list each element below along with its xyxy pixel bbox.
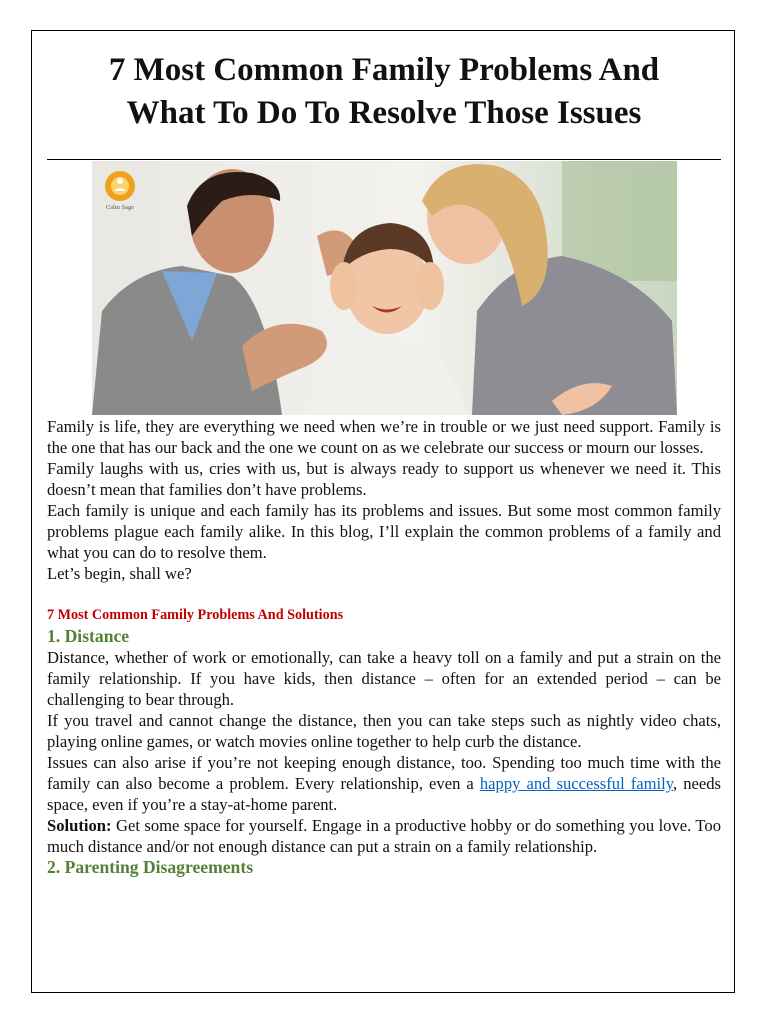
item-2-heading: 2. Parenting Disagreements [47,857,254,877]
solution-text: Get some space for yourself. Engage in a productive hobby or do something you love. Too much distance and/or not enough distance can put a strain on a family relationship. [47,816,721,856]
item-1-text-before-link: Issues can also arise if you’re not keeping enough distance, too. Spending too much time with the family can also become a problem. Every relationship, even a [47,753,721,793]
intro-paragraph-3: Each family is unique and each family has its problems and issues. But some most common family problems plague each family alike. In this blog, I’ll explain the common problems of a family and what you can do to resolve them. [47,501,721,562]
article-body [47,416,721,878]
title-line-1: 7 Most Common Family Problems And [108,52,660,88]
hero-image [92,161,677,415]
document-page [31,30,735,993]
item-1-paragraph-3 [47,752,721,815]
solution-label: Solution: [47,816,112,835]
item-1-text-after-link: , needs space, even if you’re a stay-at-home parent. [47,774,721,814]
item-1-heading: 1. Distance [47,626,130,646]
family-argument-photo [92,161,677,415]
document-title [47,49,721,135]
happy-family-link[interactable]: happy and successful family [479,774,673,793]
title-line-2: What To Do To Resolve Those Issues [126,95,642,131]
title-divider [47,159,721,160]
calm-sage-logo [105,171,135,211]
item-1-paragraph-2: If you travel and cannot change the distance, then you can take steps such as nightly video chats, playing online games, or watch movies online together to help curb the distance. [47,711,721,751]
solution-paragraph [47,815,721,857]
logo-text: Calm Sage [105,204,135,211]
item-1-paragraph-1: Distance, whether of work or emotionally, can take a heavy toll on a family and put a strain on the family relationship. If you have kids, then distance – often for an extended period – can be challenging to bear through. [47,648,721,709]
intro-paragraph-2: Family laughs with us, cries with us, but is always ready to support us whenever we need it. This doesn’t mean that families don’t have problems. [47,459,721,499]
section-heading: 7 Most Common Family Problems And Solutions [47,607,344,623]
intro-paragraph-4: Let’s begin, shall we? [47,564,192,583]
paragraph-spacer [47,584,721,605]
intro-paragraph-1: Family is life, they are everything we need when we’re in trouble or we just need support. Family is the one that has our back and the one we count on as we celebrate our success or mourn our losses. [47,417,721,457]
